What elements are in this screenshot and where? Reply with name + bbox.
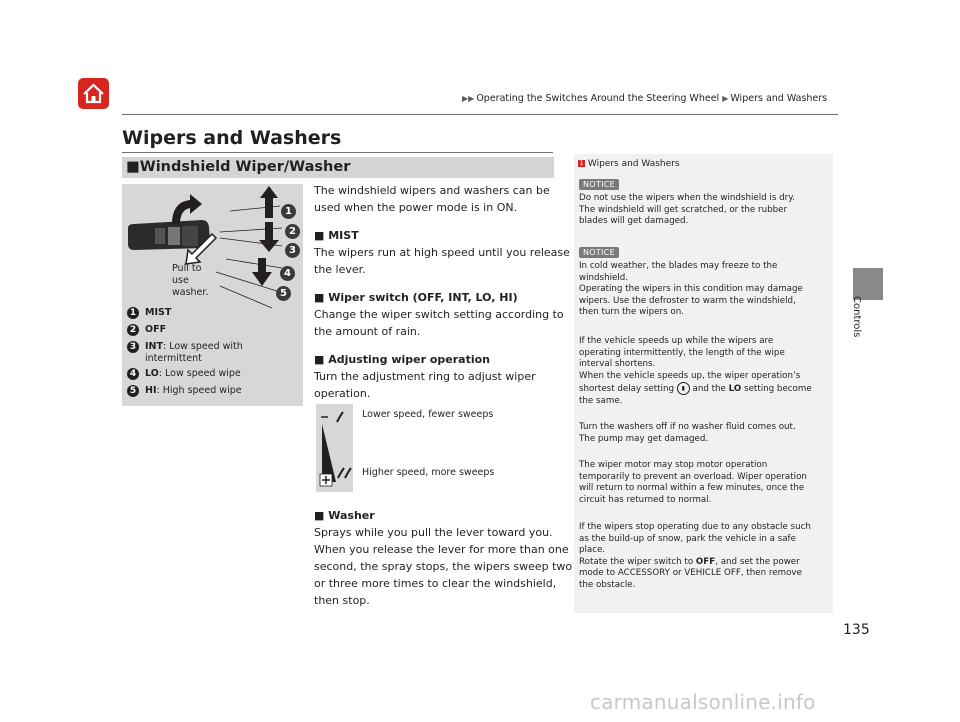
legend-badge-1: 1 xyxy=(127,307,139,319)
legend-lo xyxy=(145,368,241,380)
note-obstacle-line-1: If the wipers stop operating due to any obstacle such xyxy=(579,522,811,532)
switch-heading: ■ Wiper switch (OFF, INT, LO, HI) xyxy=(314,291,518,304)
notes-title-text: Wipers and Washers xyxy=(587,159,680,169)
pull-text-line-3: washer. xyxy=(172,287,209,298)
note-obstacle-paragraph xyxy=(579,522,824,591)
legend-int-desc: : Low speed with xyxy=(162,341,243,352)
notice-1-text xyxy=(579,193,824,228)
switch-paragraph xyxy=(314,306,564,340)
notice-2-line-1: In cold weather, the blades may freeze to the xyxy=(579,261,778,271)
intro-line-1: The windshield wipers and washers can be xyxy=(314,184,550,197)
notice-2-line-2: windshield. xyxy=(579,272,629,283)
note-speed-line-4: When the vehicle speeds up, the wiper operation’s xyxy=(579,370,801,381)
legend-lo-desc: : Low speed wipe xyxy=(158,368,241,379)
washer-heading-text: Washer xyxy=(328,509,375,522)
notes-sidebar xyxy=(574,154,833,613)
speed-low-label: Lower speed, fewer sweeps xyxy=(362,409,494,420)
note-obstacle-line-4c: , and set the power xyxy=(715,556,800,567)
notice-2-line-3: Operating the wipers in this condition may damage xyxy=(579,284,803,294)
notice-badge-2: NOTICE xyxy=(579,247,619,258)
watermark: carmanualsonline.info xyxy=(590,690,816,714)
note-speed-line-3: interval shortens. xyxy=(579,359,656,369)
notice-2-line-5: then turn the wipers on. xyxy=(579,307,684,317)
note-speed-lo: LO xyxy=(728,384,742,394)
legend-int-name: INT xyxy=(145,341,163,352)
callout-2-badge: 2 xyxy=(285,224,300,239)
notice-2-text xyxy=(579,261,824,319)
washer-line-5: then stop. xyxy=(314,594,370,607)
note-obstacle-line-5: mode to ACCESSORY or VEHICLE OFF, then remove xyxy=(579,568,802,578)
note-fluid-line-1: Turn the washers off if no washer fluid comes out. xyxy=(579,422,796,432)
note-fluid-paragraph xyxy=(579,422,824,445)
note-fluid-line-2: The pump may get damaged. xyxy=(579,433,709,444)
note-obstacle-line-2: as the build-up of snow, park the vehicle in a safe xyxy=(579,533,796,544)
notice-1-line-1: Do not use the wipers when the windshield is dry. xyxy=(579,193,795,203)
legend-hi-desc: : High speed wipe xyxy=(156,385,242,396)
adjust-line-1: Turn the adjustment ring to adjust wiper xyxy=(314,370,536,383)
adjustment-ring-figure xyxy=(316,404,353,492)
note-speed-line-6: the same. xyxy=(579,395,623,406)
washer-paragraph xyxy=(314,524,572,609)
legend-int xyxy=(145,341,243,365)
note-motor-line-1: The wiper motor may stop motor operation xyxy=(579,460,768,470)
mist-paragraph xyxy=(314,244,570,278)
home-button[interactable] xyxy=(78,78,109,109)
legend-hi-name: HI xyxy=(145,385,157,396)
adjust-line-2: operation. xyxy=(314,387,371,400)
legend-int-desc-2: intermittent xyxy=(145,353,202,364)
washer-line-4: or three more times to clear the windshield, xyxy=(314,577,557,590)
wiper-delay-icon: ▮ xyxy=(677,382,690,395)
breadcrumb-link-switches[interactable]: Operating the Switches Around the Steering Wheel xyxy=(476,93,720,104)
section-title xyxy=(126,159,350,175)
breadcrumb xyxy=(462,93,827,104)
callout-4-badge: 4 xyxy=(280,266,295,281)
header-divider xyxy=(122,114,838,115)
callout-5-badge: 5 xyxy=(276,286,291,301)
note-motor-line-3: will return to normal within a few minutes, once the xyxy=(579,483,805,493)
note-speed-line-1: If the vehicle speeds up while the wipers are xyxy=(579,336,774,346)
legend-badge-2: 2 xyxy=(127,324,139,336)
notice-badge-1: NOTICE xyxy=(579,179,619,190)
breadcrumb-arrow-icon: ▶▶ xyxy=(462,94,475,103)
title-divider xyxy=(122,152,553,153)
intro-paragraph xyxy=(314,182,550,216)
legend-badge-4: 4 xyxy=(127,368,139,380)
washer-line-2: When you release the lever for more than one xyxy=(314,543,569,556)
mist-line-1: The wipers run at high speed until you release xyxy=(314,246,570,259)
home-icon xyxy=(82,82,105,105)
mist-heading-text: MIST xyxy=(328,229,359,242)
note-motor-paragraph xyxy=(579,460,824,506)
breadcrumb-current: Wipers and Washers xyxy=(730,93,828,104)
legend-hi xyxy=(145,385,242,397)
notes-ref-icon: 1 xyxy=(579,160,584,167)
pull-to-use-washer-label xyxy=(172,263,208,299)
washer-heading: ■ Washer xyxy=(314,509,375,522)
legend-lo-name: LO xyxy=(145,368,159,379)
legend-badge-5: 5 xyxy=(127,385,139,397)
adjust-heading-text: Adjusting wiper operation xyxy=(328,353,491,366)
adjustment-ring-icon xyxy=(316,404,353,492)
side-chapter-label: Controls xyxy=(851,296,862,338)
section-square-icon: ■ xyxy=(126,159,140,175)
note-obstacle-line-6: the obstacle. xyxy=(579,579,636,590)
washer-line-3: second, the spray stops, the wipers sweep two xyxy=(314,560,573,573)
pull-text-line-1: Pull to xyxy=(172,263,202,274)
note-speed-line-2: operating intermittently, the length of the wipe xyxy=(579,347,785,358)
legend-mist: MIST xyxy=(145,307,172,318)
note-speed-line-5b: and the xyxy=(692,384,726,394)
notice-2-line-4: wipers. Use the defroster to warm the windshield, xyxy=(579,295,796,306)
intro-line-2: used when the power mode is in ON. xyxy=(314,201,518,214)
note-speed-line-5d: setting become xyxy=(744,384,812,394)
section-title-text: Windshield Wiper/Washer xyxy=(139,159,351,175)
note-speed-paragraph xyxy=(579,336,824,407)
notes-title xyxy=(578,159,680,169)
mist-line-2: the lever. xyxy=(314,263,366,276)
pull-text-line-2: use xyxy=(172,275,189,286)
switch-heading-text: Wiper switch (OFF, INT, LO, HI) xyxy=(328,291,518,304)
note-obstacle-line-3: place. xyxy=(579,545,606,555)
mist-heading: ■ MIST xyxy=(314,229,359,242)
switch-line-1: Change the wiper switch setting according to xyxy=(314,308,564,321)
adjust-heading: ■ Adjusting wiper operation xyxy=(314,353,491,366)
legend-badge-3: 3 xyxy=(127,341,139,353)
callout-3-badge: 3 xyxy=(285,243,300,258)
adjust-paragraph xyxy=(314,368,536,402)
note-motor-line-4: circuit has returned to normal. xyxy=(579,494,712,505)
note-obstacle-line-4a: Rotate the wiper switch to xyxy=(579,556,694,567)
wiper-diagram-panel xyxy=(122,184,303,406)
note-obstacle-off: OFF xyxy=(695,556,716,567)
washer-line-1: Sprays while you pull the lever toward you. xyxy=(314,526,553,539)
legend-off: OFF xyxy=(145,324,167,335)
page-number: 135 xyxy=(843,622,870,638)
speed-high-label: Higher speed, more sweeps xyxy=(362,467,495,478)
note-speed-line-5a: shortest delay setting xyxy=(579,384,674,394)
notice-1-line-3: blades will get damaged. xyxy=(579,216,689,226)
note-motor-line-2: temporarily to prevent an overload. Wiper operation xyxy=(579,471,807,482)
switch-line-2: the amount of rain. xyxy=(314,325,421,338)
page-title: Wipers and Washers xyxy=(122,127,342,149)
breadcrumb-arrow-icon: ▶ xyxy=(722,94,729,103)
callout-1-badge: 1 xyxy=(281,204,296,219)
notice-1-line-2: The windshield will get scratched, or the rubber xyxy=(579,204,788,215)
